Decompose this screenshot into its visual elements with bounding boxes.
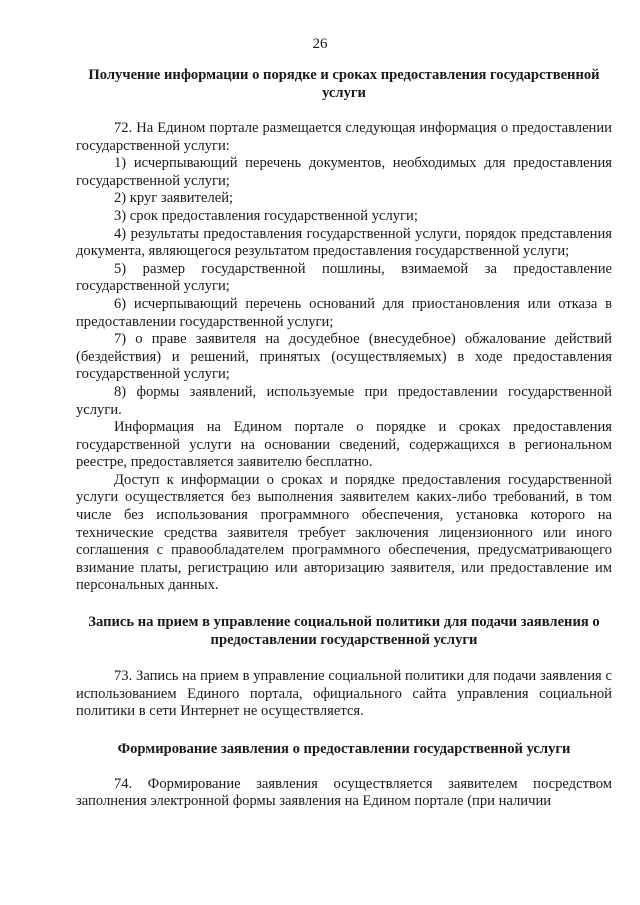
section-appointment: [76, 613, 612, 721]
section-application-forming: [76, 740, 612, 811]
list-item-4: 4) результаты предоставления государственной услуги, порядок представления документа, являющегося результатом предоставления государственной услуги;: [76, 225, 612, 260]
section-heading-appointment: Запись на прием в управление социальной политики для подачи заявления о предоставлении государственной услуги: [88, 614, 600, 649]
list-item-3: 3) срок предоставления государственной услуги;: [114, 207, 418, 224]
section-heading-information: Получение информации о порядке и сроках предоставления государственной услуги: [88, 67, 600, 101]
section-heading-application-forming: Формирование заявления о предоставлении государственной услуги: [117, 740, 571, 757]
list-item-2: 2) круг заявителей;: [114, 190, 234, 207]
list-item-7: 7) о праве заявителя на досудебное (внесудебное) обжалование действий (бездействия) и решений, принятых (осуществляемых) в ходе предоставления государственной услуги;: [76, 331, 612, 383]
section-information: [76, 66, 612, 595]
paragraph-72: 72. На Едином портале размещается следующая информация о предоставлении государственной услуги:: [76, 120, 612, 154]
paragraph-info-free: Информация на Едином портале о порядке и сроках предоставления государственной услуги на основании сведений, содержащихся в региональном реестре, предоставляется заявителю бесплатно.: [76, 419, 612, 471]
list-item-8: 8) формы заявлений, используемые при предоставлении государственной услуги.: [76, 383, 612, 418]
page-number: 26: [312, 36, 328, 52]
document-body: [76, 66, 612, 811]
list-item-6: 6) исчерпывающий перечень оснований для приостановления или отказа в предоставлении государственной услуги;: [76, 295, 612, 330]
paragraph-73: 73. Запись на прием в управление социальной политики для подачи заявления с использованием Единого портала, официального сайта управления социальной политики в сети Интернет не осуществляется.: [76, 668, 612, 720]
paragraph-access: Доступ к информации о сроках и порядке предоставления государственной услуги осуществляется без выполнения заявителем каких-либо требований, в том числе без использования программного обеспечения, установка которого на технические средства заявителя требует заключения лицензионного или иного соглашения с правообладателем программного обеспечения, предусматривающего взимание платы, регистрацию или авторизацию заявителя, или предоставление им персональных данных.: [76, 471, 612, 594]
paragraph-74: 74. Формирование заявления осуществляется заявителем посредством заполнения электронной формы заявления на Едином портале (при наличии: [76, 775, 612, 810]
list-item-5: 5) размер государственной пошлины, взимаемой за предоставление государственной услуги;: [76, 260, 612, 295]
list-item-1: 1) исчерпывающий перечень документов, необходимых для предоставления государственной услуги;: [76, 155, 612, 189]
